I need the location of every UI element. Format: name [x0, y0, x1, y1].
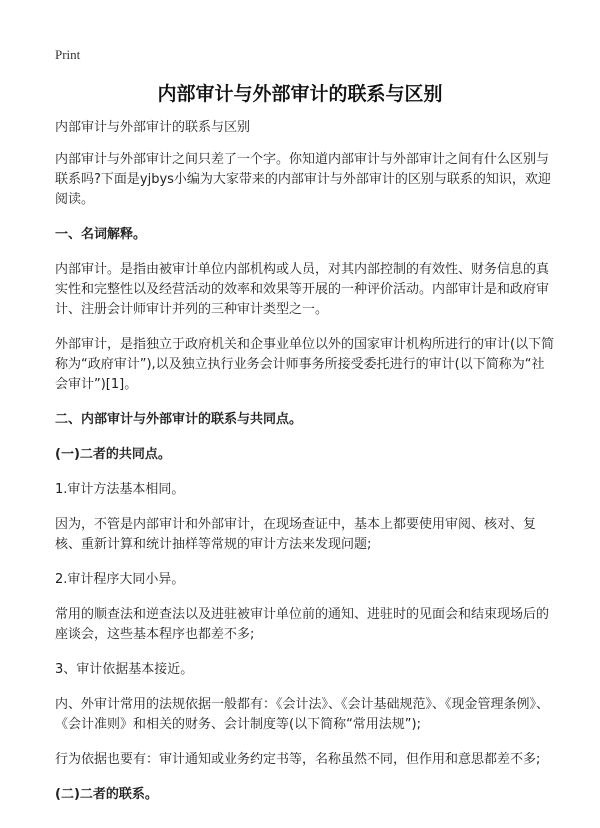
article-body	[55, 118, 555, 820]
intro-paragraph: 内部审计与外部审计之间只差了一个字。你知道内部审计与外部审计之间有什么区别与联系吗?下面是yjbys小编为大家带来的内部审计与外部审计的区别与联系的知识，欢迎阅读。	[55, 152, 551, 207]
point-2-heading: 2.审计程序大同小异。	[55, 572, 185, 587]
external-audit-definition: 外部审计，是指独立于政府机关和企事业单位以外的国家审计机构所进行的审计(以下简称为“政府审计”),以及独立执行业务会计师事务所接受委托进行的审计(以下简称为“社会审计”)[1]。	[55, 337, 555, 392]
section-heading-relations: 二、内部审计与外部审计的联系与共同点。	[55, 412, 303, 427]
section-heading-definitions: 一、名词解释。	[55, 227, 147, 242]
internal-audit-definition: 内部审计。是指由被审计单位内部机构或人员，对其内部控制的有效性、财务信息的真实性和完整性以及经营活动的效率和效果等开展的一种评价活动。内部审计是和政府审计、注册会计师审计并列的三种审计类型之一。	[55, 262, 550, 317]
point-3-heading: 3、审计依据基本接近。	[55, 662, 194, 677]
point-1-text: 因为，不管是内部审计和外部审计，在现场查证中，基本上都要使用审阅、核对、复核、重新计算和统计抽样等常规的审计方法来发现问题;	[55, 517, 537, 552]
page-title: 内部审计与外部审计的联系与区别	[157, 83, 443, 105]
subsection-heading-relation: (二)二者的联系。	[55, 787, 158, 802]
print-link[interactable]: Print	[55, 47, 81, 62]
subsection-heading-common: (一)二者的共同点。	[55, 447, 171, 462]
article-subtitle: 内部审计与外部审计的联系与区别	[55, 120, 251, 135]
point-3-text: 内、外审计常用的法规依据一般都有：《会计法》、《会计基础规范》、《现金管理条例》、《会计准则》和相关的财务、会计制度等(以下简称“常用法规”);	[55, 697, 550, 732]
point-2-text: 常用的顺查法和逆查法以及进驻被审计单位前的通知、进驻时的见面会和结束现场后的座谈会，这些基本程序也都差不多;	[55, 607, 550, 642]
point-3-text-2: 行为依据也要有：审计通知或业务约定书等，名称虽然不同，但作用和意思都差不多;	[55, 752, 541, 767]
point-1-heading: 1.审计方法基本相同。	[55, 482, 185, 497]
